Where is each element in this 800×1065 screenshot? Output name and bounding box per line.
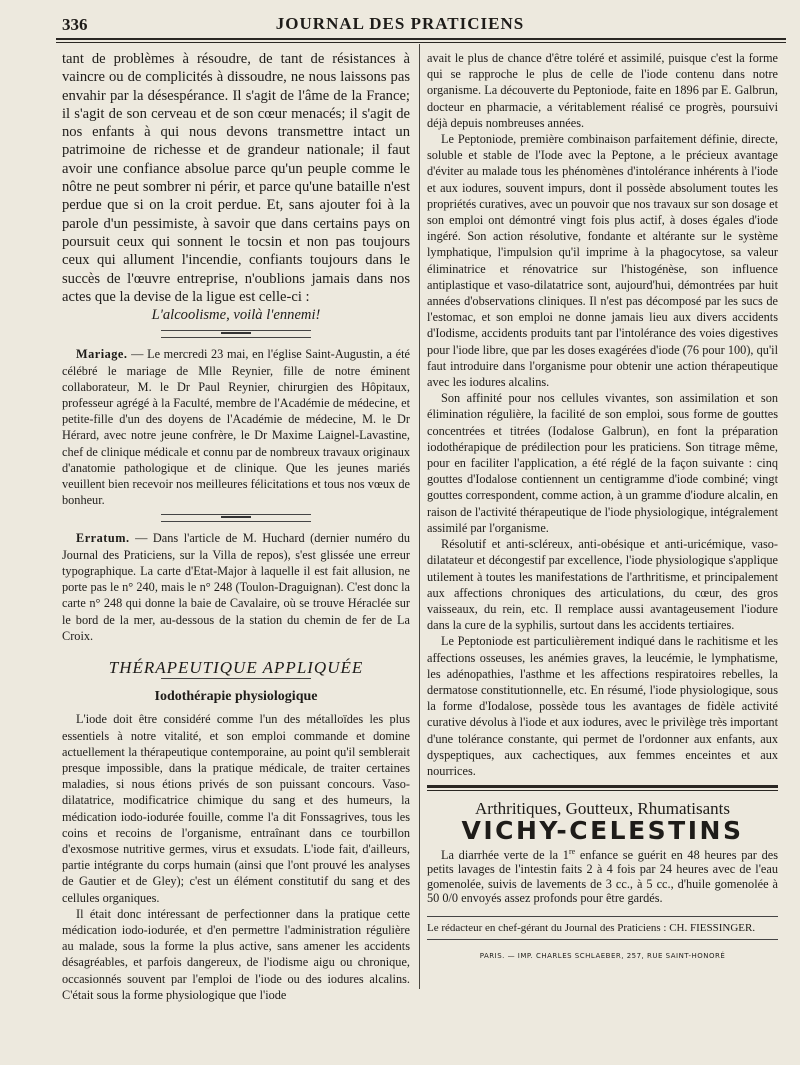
advert-tagline: Arthritiques, Goutteux, Rhumatisants bbox=[475, 799, 730, 819]
right-column bbox=[427, 50, 778, 964]
printer-imprint: PARIS. — IMP. CHARLES SCHLAEBER, 257, RUE SAINT-HONORÉ bbox=[479, 951, 726, 960]
header-rule bbox=[56, 38, 786, 43]
advert-text bbox=[427, 848, 778, 906]
peptoniode-paragraph: Le Peptoniode, première combinaison parfaitement définie, directe, soluble et stable de l'Iode avec la Peptone, a le précieux avantage d'éviter au malade tous les phénomènes d'intolérance inhérents à l'iode et aux iodures, souvent impurs, dont il possède absolument toutes les propriétés curatives, avec un pouvoir que nos travaux sur son dosage et son emploi ont démontré vingt fois plus actif, à doses égales d'iode ingéré. Son action résolutive, fondante et altérante sur le système lymphatique, l'impulsion qu'il imprime à la phagocytose, sa valeur éliminatrice et rénovatrice sur l'histogénèse, son influence antiplastique et vaso-dilatatrice sont, aujourd'hui, démontrées par huit années d'observations cliniques. Il n'est pas décomposé par les sucs de l'estomac, et son emploi ne donne jamais lieu aux divers accidents d'Iodisme, accidents produits tant par l'intolérance des voies digestives pour l'iode libre, que par les doses exagérées d'iode (76 pour 100), qu'il faut introduire dans l'organisme pour obtenir une action thérapeutique avec les iodures alcalins. bbox=[427, 132, 778, 390]
erratum-text: — Dans l'article de M. Huchard (dernier numéro du Journal des Praticiens, sur la Villa de repos), s'est glissée une erreur typographique. La carte d'Etat-Major à laquelle il est fait allusion, ne porte pas le n° 240, mais le n° 248 (Toulon-Draguignan). C'est donc la carte n° 248 qui donne la baie de Cavalaire, où se trouve Héraclée sur le bord de la mer, au-dessous de la station du chemin de fer de La Croix. bbox=[62, 531, 410, 643]
left-column bbox=[62, 50, 410, 1003]
iodo-paragraph: Il était donc intéressant de perfectionner dans la pratique cette médication iodo-iodurée, et d'en permettre l'administration régulière au malade, sous la forme la plus active, sans amener les accidents désagréables, et parfois dangereux, de l'iodisme aigu ou chronique, occasionnés souvent par l'emploi de l'iode ou des iodures alcalins. C'était sous la forme physiologique que l'iode bbox=[62, 906, 410, 1002]
column-divider bbox=[419, 44, 420, 989]
journal-title: JOURNAL DES PRATICIENS bbox=[275, 14, 525, 33]
peptoniode-paragraph: Le Peptoniode est particulièrement indiqué dans le rachitisme et les affections osseuses, les anémies graves, la leucémie, le lymphatisme, les adénopathies, l'asthme et les affections respiratoires rebelles, la dermatose constitutionnelle, etc. En résumé, l'iode physiologique, sous la forme d'Iodalose, possède tous les avantages de fidèle activité curative dévolus à l'iode et aux iodures, avec le privilège très important d'une tolérance constante, qui permet de l'ordonner aux enfants, aux dyspeptiques, aux cachectiques, aux femmes enceintes et aux nourrices. bbox=[427, 634, 778, 778]
peptoniode-paragraph: Résolutif et anti-scléreux, anti-obésique et anti-uricémique, vaso-dilatateur et décongestif par excellence, l'iode physiologique s'applique utilement à toutes les manifestations de l'arthritisme, et principalement aux affections chroniques des articulations, du cœur, des gros vaisseaux, du rein, etc. Il remplace aussi avantageusement l'iodure dans la cure de la syphilis, surtout dans les accidents tertiaires. bbox=[427, 537, 778, 633]
peptoniode-paragraph: avait le plus de chance d'être toléré et assimilé, puisque c'est la forme qui se rapproche le plus de celle de l'iode contenu dans notre organisme. La découverte du Peptoniode, faite en 1896 par E. Galbrun, docteur en pharmacie, a véritablement réalisé ce progrès, poursuivi déjà depuis nombreuses années. bbox=[427, 51, 778, 130]
subsection-title: Iodothérapie physiologique bbox=[154, 689, 318, 705]
page-header bbox=[0, 10, 800, 38]
erratum-heading: Erratum. bbox=[76, 531, 130, 546]
section-title: THÉRAPEUTIQUE APPLIQUÉE bbox=[108, 657, 364, 677]
intro-paragraph: tant de problèmes à résoudre, de tant de résistances à vaincre ou de complicités à dissoudre, ne nous laissons pas envahir par la désespérance. Il s'agit de l'âme de la France; il s'agit de son cerveau et de son cœur menacés; il s'agit de nos enfants à qui nous devons transmettre intact un patrimoine de richesse et de grandeur nationale; il faut avoir une confiance absolue parce qu'un peuple comme le nôtre ne peut sombrer ni périr, et parce qu'une bataille n'est perdue que si on la croit perdue. Et, sans ajouter foi à la parole d'un pessimiste, à savoir que dans certains pays on poursuit ceux qui sonnent le tocsin et non pas toujours ceux qui allument l'incendie, confiants toujours dans le succès de l'œuvre entreprise, n'oublions jamais dans nos actes que la devise de la ligue est celle-ci : bbox=[62, 51, 410, 305]
advert-top-rule bbox=[427, 785, 778, 791]
mariage-notice bbox=[62, 346, 410, 508]
mariage-heading: Mariage. bbox=[76, 347, 128, 362]
section-rule bbox=[161, 678, 311, 679]
ornament-divider bbox=[161, 514, 311, 522]
advert-block bbox=[427, 801, 778, 905]
advert-text-part: La diarrhée verte de la 1 bbox=[441, 847, 569, 862]
editor-rule-bottom bbox=[427, 939, 778, 940]
page-number: 336 bbox=[62, 15, 88, 34]
league-slogan: L'alcoolisme, voilà l'ennemi! bbox=[151, 307, 321, 324]
intro-block bbox=[62, 50, 410, 324]
editor-rule bbox=[427, 916, 778, 917]
advert-text-part: enfance se guérit en 48 heures par des petits lavages de l'intestin faits 2 à 4 fois par 24 heures avec de l'eau gomenolée, suivis de lavements de 3 cc., à 5 cc., d'huile gomenolée à 50 0/0 envoyés assez profonds pour être gardés. bbox=[427, 847, 778, 906]
iodo-paragraph: L'iode doit être considéré comme l'un des métalloïdes les plus essentiels à notre vitalité, et son emploi commande et domine actuellement la thérapeutique contemporaine, au point qu'il semblerait presque impossible, dans la pratique médicale, de traiter certaines maladies, si nous étions privés de son puissant concours. Vaso-dilatatrice, modificatrice chimique du sang et des humeurs, la médication iodo-iodurée fouille, comme l'a dit Fonssagrives, tous les coins et recoins de l'organisme, entraînant dans ce tourbillon d'exosmose nutritive germes, virus et exsudats. L'iode fait, d'ailleurs, partie intégrante du corps humain (ainsi que l'ont prouvé les analyses de Gautier et de Gley); c'est un élément constitutif du sang et des cellules organiques. bbox=[62, 712, 410, 905]
mariage-text: — Le mercredi 23 mai, en l'église Saint-Augustin, a été célébré le mariage de Mlle Reynier, fille de notre éminent collaborateur, M. le Dr Paul Reynier, chirurgien des Hôpitaux, professeur agrégé à la Faculté, membre de l'Académie de médecine, et petite-fille d'un des doyens de l'Académie de médecine, M. le Dr Hérard, avec notre jeune confrère, le Dr Maxime Laignel-Lavastine, chef de clinique médicale et connu par de nombreux travaux originaux d'anatomie pathologique et de clinique. Que les jeunes mariés veuillent bien recevoir nos meilleures félicitations et tous nos vœux de bonheur. bbox=[62, 347, 410, 508]
advert-brand: VICHY-CELESTINS bbox=[461, 816, 744, 846]
advert-superscript: re bbox=[568, 846, 576, 856]
ornament-divider bbox=[161, 330, 311, 338]
erratum-notice bbox=[62, 530, 410, 643]
editor-line: Le rédacteur en chef-gérant du Journal des Praticiens : CH. FIESSINGER. bbox=[427, 921, 756, 934]
peptoniode-paragraph: Son affinité pour nos cellules vivantes, son assimilation et son élimination régulière, la facilité de son emploi, sous forme de gouttes concentrées et titrées (Iodalose Galbrun), en font la préparation iodothérapique de prédilection pour les praticiens. Son titrage même, pour en faciliter l'application, a été réglé de la façon suivante : cinq gouttes d'Iodalose contiennent un centigramme d'iode combiné; vingt gouttes correspondent, comme action, à un gramme d'iodure alcalin, en raison de l'activité thérapeutique de l'iode physiologique, intégralement assimilé par l'organisme. bbox=[427, 391, 778, 535]
advert-body bbox=[427, 848, 778, 906]
